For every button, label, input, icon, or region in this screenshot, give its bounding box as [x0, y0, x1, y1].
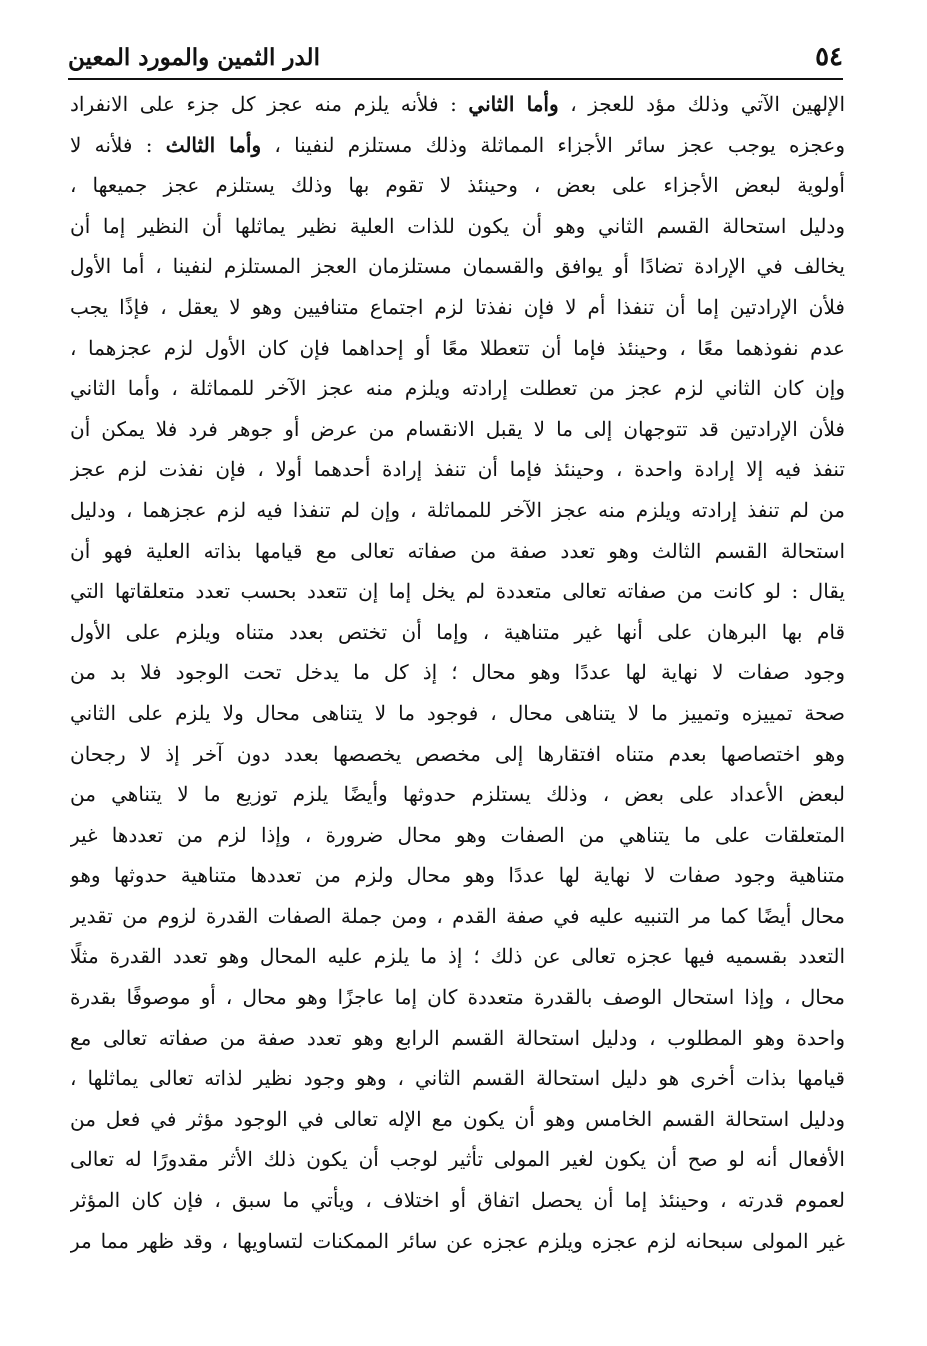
- text-segment: أولوية لبعض الأجزاء على بعض ، وحينئذ لا تقوم بها وذلك يستلزم عجز جميعها ،: [70, 173, 845, 198]
- text-segment: يخالف في الإرادة تضادًا أو يوافق والقسمان مستلزمان العجز المستلزم لنفينا ، أما الأول: [70, 254, 845, 279]
- text-line: [70, 84, 845, 125]
- text-segment: وجود صفات لا نهاية لها عددًا وهو محال ؛ إذ كل ما يدخل تحت الوجود فلا بد من: [70, 660, 845, 685]
- text-segment: فلأن الإرادتين قد تتوجهان إلى ما لا يقبل الانقسام من عرض أو جوهر فرد فلا يمكن أن: [70, 416, 845, 441]
- text-line: [70, 1018, 845, 1059]
- text-line: [70, 693, 845, 734]
- text-line: [70, 328, 845, 369]
- text-segment: لبعض الأعداد على بعض ، وذلك يستلزم حدوثها وأيضًا يلزم توزيع ما لا يتناهي من: [70, 782, 845, 807]
- body-text: [70, 84, 845, 1261]
- text-segment: ودليل استحالة القسم الثاني وهو أن يكون للذات العلية نظير يماثلها أن النظير إما أن: [70, 213, 845, 238]
- text-line: [70, 165, 845, 206]
- text-segment: الإلهين الآتي وذلك مؤد للعجز ،: [558, 92, 845, 116]
- text-line: [70, 815, 845, 856]
- bold-text-segment: وأما الثالث: [165, 132, 262, 157]
- text-segment: محال أيضًا كما مر التنبيه عليه في صفة القدم ، ومن جملة الصفات القدرة لزوم من تقدير: [70, 903, 845, 928]
- text-line: [70, 936, 845, 977]
- text-segment: من لم تنفذ إرادته ويلزم منه عجز الآخر للمماثلة ، وإن لم تنفذا فيه لزم عجزهما ، ودليل: [70, 497, 845, 522]
- text-line: [70, 571, 845, 612]
- text-segment: عدم نفوذهما معًا ، وحينئذ فإما أن تتعطلا معًا أو إحداهما فإن كان الأول لزم عجزهما ،: [70, 335, 845, 360]
- text-line: [70, 449, 845, 490]
- text-segment: وعجزه يوجب عجز سائر الأجزاء المماثلة وذلك مستلزم لنفينا ،: [261, 132, 845, 157]
- text-segment: ودليل استحالة القسم الخامس وهو أن يكون مع الإله تعالى في الوجود مؤثر في فعل من: [70, 1106, 845, 1131]
- text-segment: : فلأنه لا: [70, 132, 166, 157]
- text-line: [70, 368, 845, 409]
- text-segment: لعموم قدرته ، وحينئذ إما أن يحصل اتفاق أو اختلاف ، ويأتي ما سبق ، فإن كان المؤثر: [70, 1188, 845, 1213]
- text-segment: تنفذ فيه إلا إرادة واحدة ، وحينئذ فإما أن تنفذ إرادة أحدهما أولا ، فإن نفذت لزم عجز: [70, 457, 845, 482]
- text-segment: الأفعال أنه لو صح أن يكون لغير المولى تأثير لوجب أن يكون ذلك الأثر مقدورًا له تعالى: [70, 1147, 845, 1172]
- text-line: [70, 896, 845, 937]
- text-segment: استحالة القسم الثالث وهو تعدد صفة من صفاته تعالى مع قيامها بذاته العلية فهو أن: [70, 538, 845, 563]
- text-segment: صحة تمييزه وتمييز ما لا يتناهى محال ، فوجود ما لا يتناهى محال ولا يلزم على الثاني: [70, 700, 845, 725]
- text-line: [70, 125, 845, 166]
- text-line: [70, 1180, 845, 1221]
- text-segment: وهو اختصاصها بعدم متناه افتقارها إلى مخصص يخصصها بعدد دون آخر إذ لا رجحان: [70, 741, 845, 766]
- text-line: [70, 977, 845, 1018]
- text-segment: واحدة وهو المطلوب ، ودليل استحالة القسم الرابع وهو تعدد صفة من صفاته تعالى مع: [70, 1025, 845, 1050]
- text-segment: قام بها البرهان على أنها غير متناهية ، وإما أن تختص بعدد متناه ويلزم على الأول: [70, 619, 845, 644]
- page-number: ٥٤: [815, 42, 843, 72]
- text-line: [70, 652, 845, 693]
- text-segment: التعدد بقسميه فيها عجزه تعالى عن ذلك ؛ إذ ما يلزم عليه المحال وهو تعدد القدرة مثلًا: [70, 944, 845, 969]
- text-segment: يقال : لو كانت من صفاته تعالى متعددة لم يخل إما إن تتعدد بحسب تعدد متعلقاتها التي: [70, 579, 845, 604]
- text-line: [70, 734, 845, 775]
- text-line: [70, 206, 845, 247]
- text-segment: : فلأنه يلزم منه عجز كل جزء على الانفراد: [70, 92, 469, 116]
- text-segment: المتعلقات على ما يتناهي من الصفات وهو محال ضرورة ، وإذا لزم من تعددها غير: [70, 822, 845, 847]
- bold-text-segment: وأما الثاني: [468, 92, 559, 116]
- running-title: الدر الثمين والمورد المعين: [68, 44, 320, 71]
- text-line: [70, 490, 845, 531]
- text-segment: وإن كان الثاني لزم عجز من تعطلت إرادته ويلزم منه عجز الآخر للمماثلة ، وأما الثاني: [70, 376, 845, 401]
- text-line: [70, 1139, 845, 1180]
- text-line: [70, 855, 845, 896]
- text-line: [70, 612, 845, 653]
- text-segment: فلأن الإرادتين إما أن تنفذا أم لا فإن نفذتا لزم اجتماع متنافيين وهو لا يعقل ، فإذًا يجب: [70, 294, 845, 319]
- text-line: [70, 287, 845, 328]
- header-rule: [68, 78, 843, 80]
- text-line: [70, 774, 845, 815]
- text-line: [70, 531, 845, 572]
- text-segment: غير المولى سبحانه لزم عجزه ويلزم عجزه عن سائر الممكنات لتساويها ، وقد ظهر مما مر: [70, 1228, 845, 1253]
- text-segment: قيامها بذات أخرى هو دليل استحالة القسم الثاني ، وهو وجود نظير لذاته تعالى يماثلها ،: [70, 1066, 845, 1091]
- text-line: [70, 1058, 845, 1099]
- text-segment: محال ، وإذا استحال الوصف بالقدرة متعددة كان إما عاجزًا وهو محال ، أو موصوفًا بقدرة: [70, 985, 845, 1010]
- text-segment: متناهية وجود صفات لا نهاية لها عددًا وهو محال ولزم من تعددها متناهية حدوثها وهو: [70, 863, 845, 888]
- text-line: [70, 1221, 845, 1262]
- text-line: [70, 1099, 845, 1140]
- page-header: [68, 38, 843, 78]
- text-line: [70, 246, 845, 287]
- text-line: [70, 409, 845, 450]
